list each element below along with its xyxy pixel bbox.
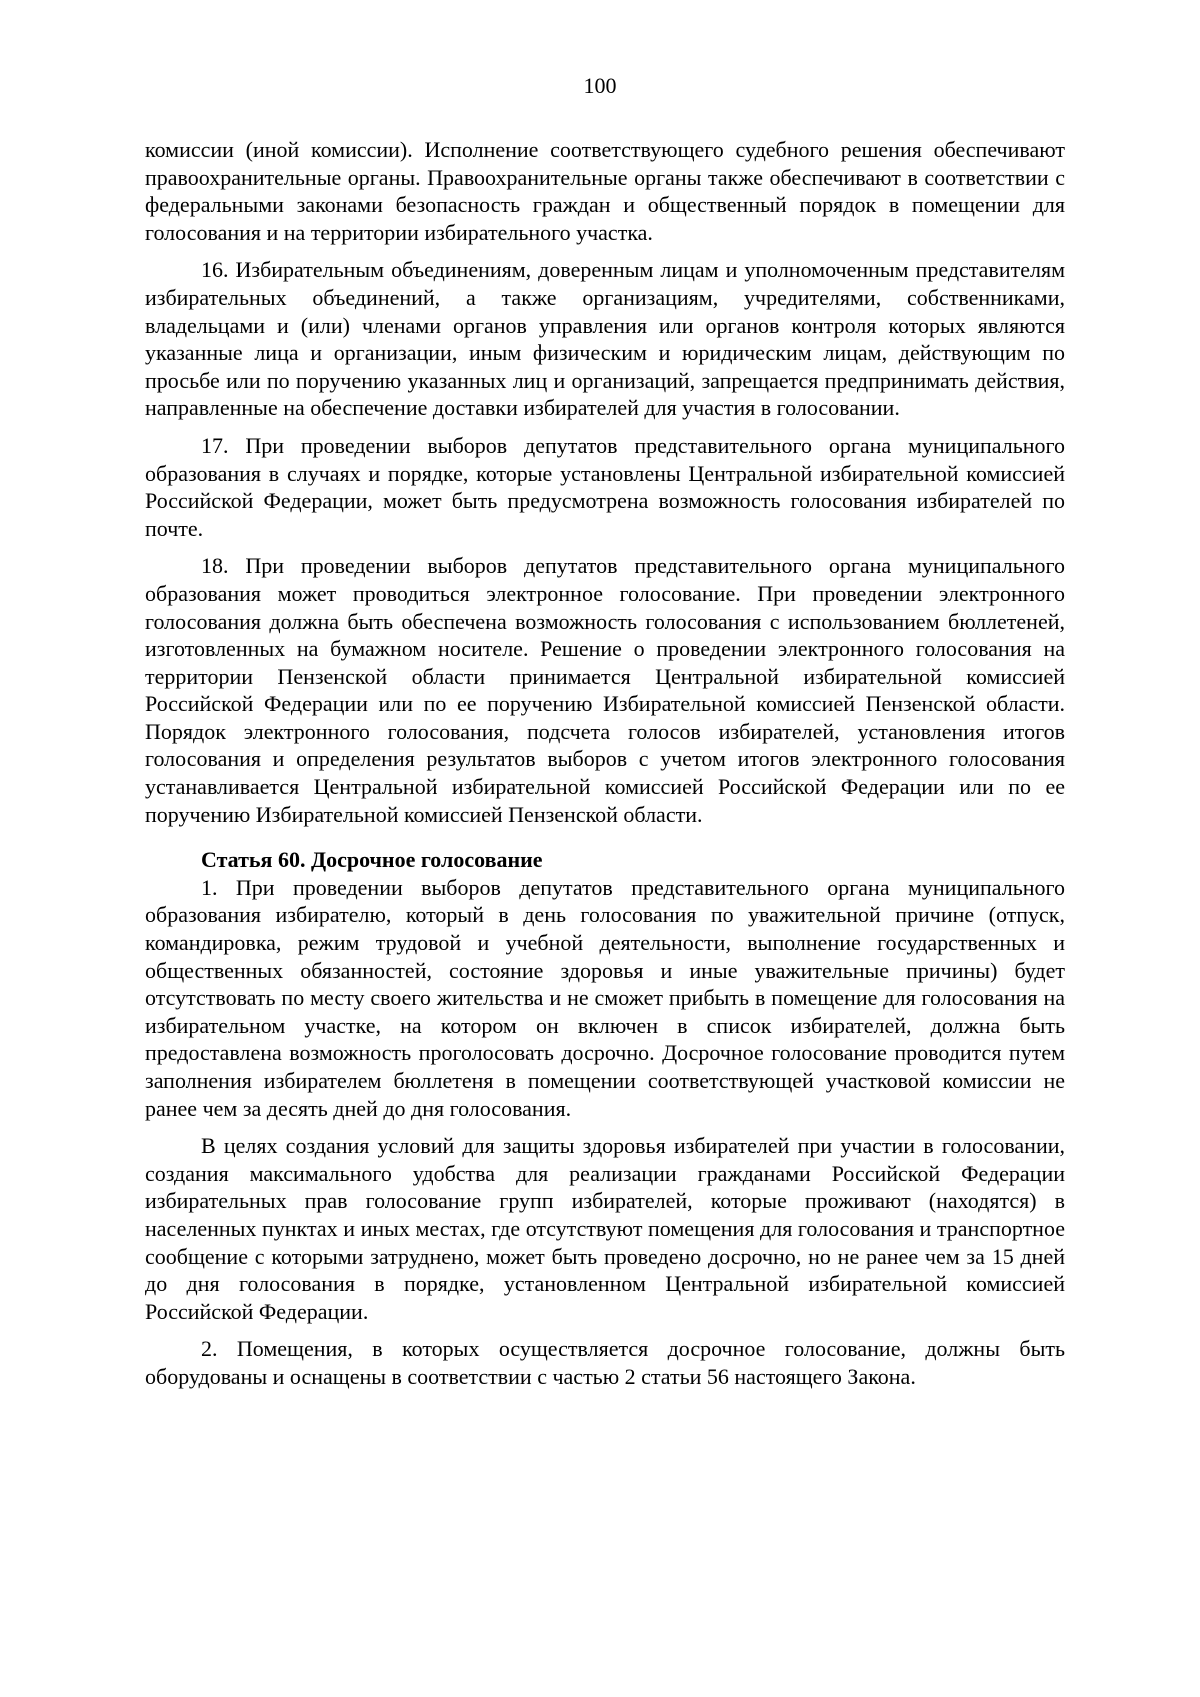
paragraph-continuation: комиссии (иной комиссии). Исполнение соответствующего судебного решения обеспечивают правоохранительные органы. Правоохранительные органы также обеспечивают в соответствии с федеральными законами безопасность граждан и общественный порядок в помещении для голосования и на территории избирательного участка. — [145, 137, 1065, 245]
article-60-paragraph-1: 1. При проведении выборов депутатов представительного органа муниципального образования избирателю, который в день голосования по уважительной причине (отпуск, командировка, режим трудовой и учебной деятельности, выполнение государственных и общественных обязанностей, состояние здоровья и иные уважительные причины) будет отсутствовать по месту своего жительства и не сможет прибыть в помещение для голосования на избирательном участке, на котором он включен в список избирателей, должна быть предоставлена возможность проголосовать досрочно. Досрочное голосование проводится путем заполнения избирателем бюллетеня в помещении соответствующей участковой комиссии не ранее чем за десять дней до дня голосования. — [145, 874, 1065, 1121]
article-heading: Статья 60. Досрочное голосование — [201, 847, 543, 873]
paragraph-16: 16. Избирательным объединениям, доверенным лицам и уполномоченным представителям избирательных объединений, а также организациям, учредителями, собственниками, владельцами и (или) членами органов управления или органов контроля которых являются указанные лица и организации, иным физическим и юридическим лицам, действующим по просьбе или по поручению указанных лиц и организаций, запрещается предпринимать действия, направленные на обеспечение доставки избирателей для участия в голосовании. — [145, 257, 1065, 421]
article-60-paragraph-1-continued: В целях создания условий для защиты здоровья избирателей при участии в голосовании, создания максимального удобства для реализации гражданами Российской Федерации избирательных прав голосование групп избирателей, которые проживают (находятся) в населенных пунктах и иных местах, где отсутствуют помещения для голосования и транспортное сообщение с которыми затруднено, может быть проведено досрочно, но не ранее чем за 15 дней до дня голосования в порядке, установленном Центральной избирательной комиссией Российской Федерации. — [145, 1133, 1065, 1324]
article-60-paragraph-2: 2. Помещения, в которых осуществляется досрочное голосование, должны быть оборудованы и оснащены в соответствии с частью 2 статьи 56 настоящего Закона. — [145, 1336, 1065, 1389]
document-body — [145, 136, 1065, 1391]
paragraph-17: 17. При проведении выборов депутатов представительного органа муниципального образования в случаях и порядке, которые установлены Центральной избирательной комиссией Российской Федерации, может быть предусмотрена возможность голосования избирателей по почте. — [145, 432, 1065, 541]
paragraph-18: 18. При проведении выборов депутатов представительного органа муниципального образования может проводиться электронное голосование. При проведении электронного голосования должна быть обеспечена возможность голосования с использованием бюллетеней, изготовленных на бумажном носителе. Решение о проведении электронного голосования на территории Пензенской области принимается Центральной избирательной комиссией Российской Федерации или по ее поручению Избирательной комиссией Пензенской области. Порядок электронного голосования, подсчета голосов избирателей, установления итогов голосования и определения результатов выборов с учетом итогов электронного голосования устанавливается Центральной избирательной комиссией Российской Федерации или по ее поручению Избирательной комиссией Пензенской области. — [145, 553, 1065, 827]
page-number: 100 — [583, 73, 617, 98]
